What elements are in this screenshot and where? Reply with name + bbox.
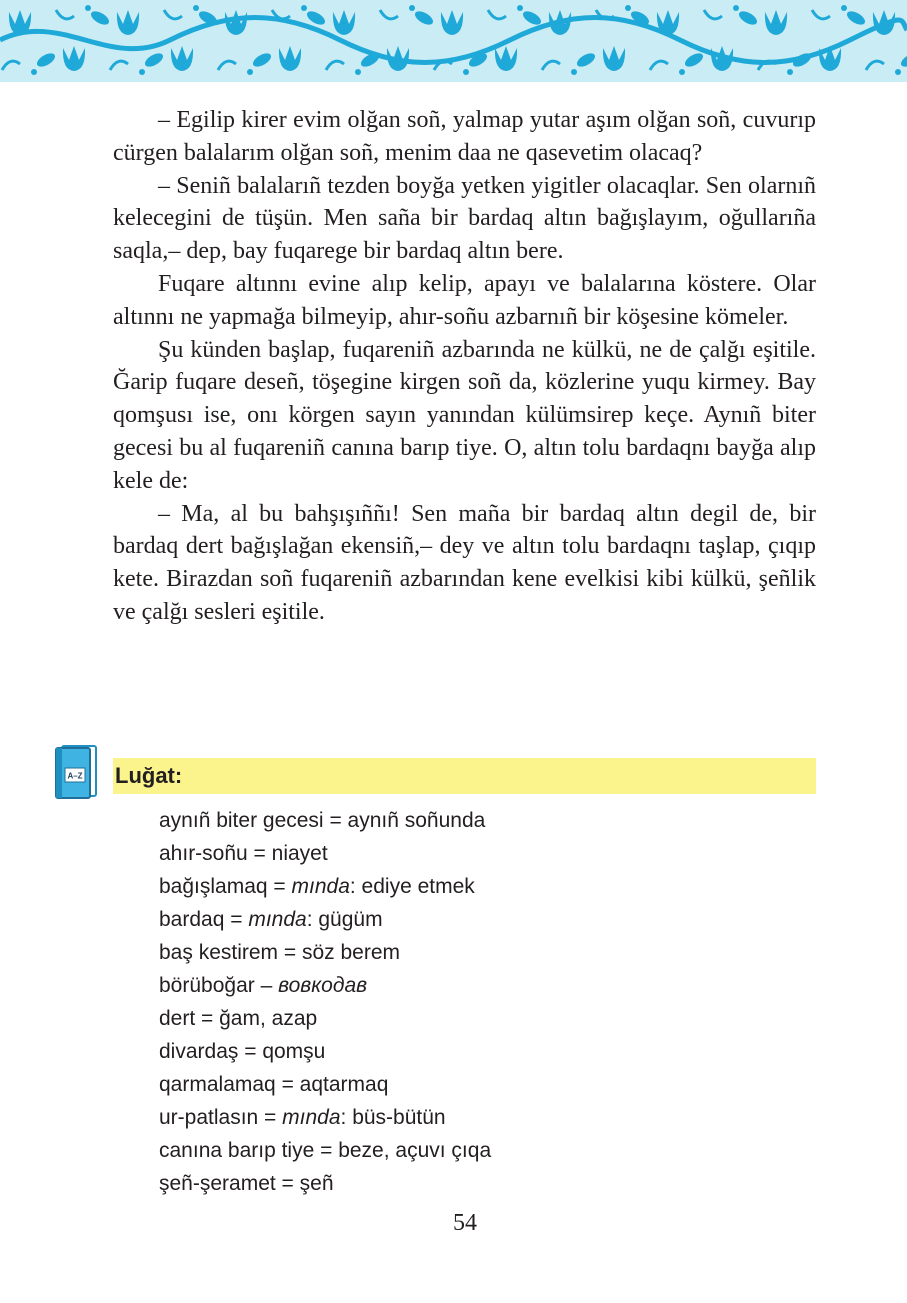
vocabulary-meaning: aynıñ soñunda bbox=[347, 809, 486, 832]
page-number: 54 bbox=[453, 1210, 477, 1236]
vocabulary-list bbox=[159, 804, 491, 1200]
vocabulary-meaning: ğam, azap bbox=[219, 1007, 318, 1030]
vocabulary-term: qarmalamaq bbox=[159, 1073, 276, 1096]
floral-ornament-icon bbox=[0, 0, 907, 82]
vocabulary-meaning: qomşu bbox=[262, 1040, 326, 1063]
vocabulary-entry bbox=[159, 870, 491, 903]
dictionary-header-band bbox=[113, 758, 816, 794]
vocabulary-separator: = bbox=[278, 941, 302, 964]
vocabulary-entry bbox=[159, 903, 491, 936]
vocabulary-entry bbox=[159, 1002, 491, 1035]
vocabulary-entry bbox=[159, 837, 491, 870]
vocabulary-meaning: söz berem bbox=[301, 941, 401, 964]
vocabulary-note: mında bbox=[248, 908, 307, 931]
vocabulary-separator: = bbox=[275, 1073, 300, 1096]
vocabulary-term: bardaq bbox=[159, 908, 225, 931]
story-paragraph: – Seniñ balalarıñ tezden boyğa yetken yigitler olacaqlar. Sen olarnıñ kelecegini de tüşün. Men saña bir bardaq altın bağışlayım, oğullarıña saqla,– dep, bay fuqarege bir bardaq altın bere. bbox=[113, 172, 816, 265]
vocabulary-entry bbox=[159, 1167, 491, 1200]
vocabulary-entry bbox=[159, 969, 491, 1002]
vocabulary-term: aynıñ biter gecesi bbox=[159, 809, 324, 832]
vocabulary-term: bağışlamaq bbox=[159, 875, 268, 898]
vocabulary-separator: = bbox=[314, 1139, 339, 1162]
story-text bbox=[113, 104, 816, 629]
vocabulary-meaning: : ediye etmek bbox=[349, 875, 475, 898]
dictionary-book-icon bbox=[53, 744, 99, 804]
vocabulary-term: divardaş bbox=[159, 1040, 239, 1063]
vocabulary-entry bbox=[159, 936, 491, 969]
dictionary-title: Luğat: bbox=[115, 763, 183, 788]
vocabulary-note: mında bbox=[282, 1106, 341, 1129]
vocabulary-separator: – bbox=[254, 974, 279, 997]
vocabulary-separator: = bbox=[224, 908, 249, 931]
vocabulary-meaning: beze, açuvı çıqa bbox=[338, 1139, 492, 1162]
vocabulary-note: вовкодав bbox=[278, 974, 368, 997]
vocabulary-term: börüboğar bbox=[159, 974, 255, 997]
vocabulary-separator: = bbox=[195, 1007, 220, 1030]
vocabulary-note: mında bbox=[291, 875, 350, 898]
vocabulary-separator: = bbox=[267, 875, 292, 898]
vocabulary-separator: = bbox=[247, 842, 272, 865]
vocabulary-term: şeñ-şeramet bbox=[159, 1172, 276, 1195]
vocabulary-meaning: : büs-bütün bbox=[340, 1106, 446, 1129]
vocabulary-entry bbox=[159, 1068, 491, 1101]
vocabulary-entry bbox=[159, 1101, 491, 1134]
ornamental-header-banner bbox=[0, 0, 907, 82]
vocabulary-entry bbox=[159, 804, 491, 837]
dictionary-icon-label: A–Z bbox=[67, 771, 83, 781]
vocabulary-meaning: niayet bbox=[271, 842, 328, 865]
story-paragraph: Fuqare altınnı evine alıp kelip, apayı ve balalarına köstere. Olar altınnı ne yapmağa bilmeyip, ahır-soñu azbarnıñ bir köşesine kömeler. bbox=[113, 270, 816, 330]
vocabulary-term: ahır-soñu bbox=[159, 842, 248, 865]
vocabulary-meaning: aqtarmaq bbox=[299, 1073, 389, 1096]
story-paragraph: Şu künden başlap, fuqareniñ azbarında ne külkü, ne de çalğı eşitile. Ğarip fuqare deseñ, töşegine kirgen soñ da, közlerine yuqu kirmey. Bay qomşusı ise, onı körgen sayın yanından külümsirep keçe. Aynıñ biter gecesi bu al fuqareniñ canına barıp tiye. O, altın tolu bardaqnı bayğa alıp kele de: bbox=[113, 336, 816, 494]
vocabulary-entry bbox=[159, 1035, 491, 1068]
vocabulary-term: canına barıp tiye bbox=[159, 1139, 315, 1162]
vocabulary-separator: = bbox=[238, 1040, 263, 1063]
vocabulary-term: baş kestirem bbox=[159, 941, 279, 964]
vocabulary-separator: = bbox=[275, 1172, 300, 1195]
vocabulary-entry bbox=[159, 1134, 491, 1167]
vocabulary-meaning: : gügüm bbox=[306, 908, 383, 931]
vocabulary-separator: = bbox=[323, 809, 348, 832]
story-paragraph: – Egilip kirer evim olğan soñ, yalmap yutar aşım olğan soñ, cuvurıp cürgen balalarım olğan soñ, menim daa ne qasevetim olacaq? bbox=[113, 107, 816, 166]
vocabulary-term: dert bbox=[159, 1007, 196, 1030]
vocabulary-meaning: şeñ bbox=[299, 1172, 334, 1195]
vocabulary-separator: = bbox=[258, 1106, 283, 1129]
story-paragraph: – Ma, al bu bahşışıññı! Sen maña bir bardaq altın degil de, bir bardaq dert bağışlağan ekensiñ,– dey ve altın tolu bardaqnı taşlap, çıqıp kete. Birazdan soñ fuqareniñ azbarından kene evelkisi kibi külkü, şeñlik ve çalğı sesleri eşitile. bbox=[113, 500, 816, 625]
vocabulary-term: ur-patlasın bbox=[159, 1106, 259, 1129]
